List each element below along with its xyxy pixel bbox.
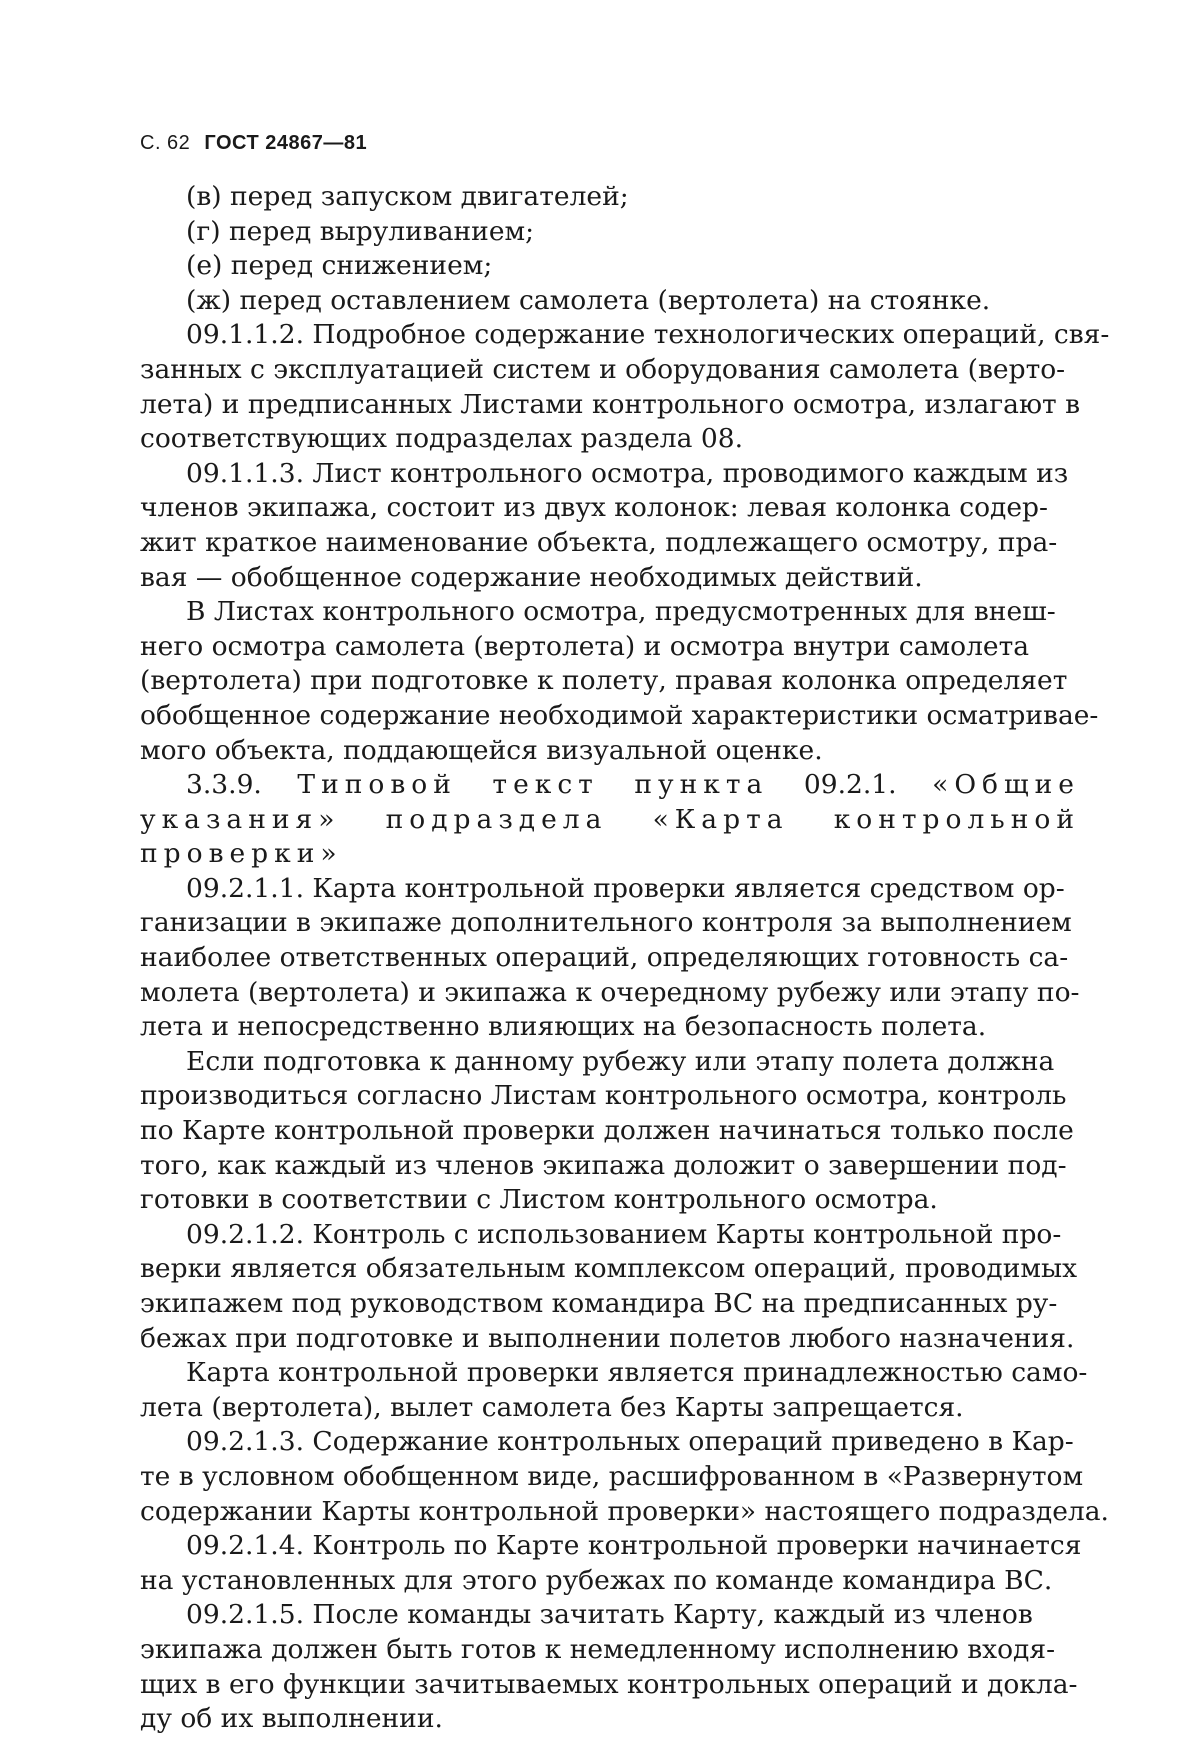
heading-word: пункта: [634, 769, 769, 801]
text-line: бежах при подготовке и выполнении полетов любого назначения.: [140, 1322, 1075, 1354]
list-item: (г) перед выруливанием;: [186, 215, 535, 247]
heading-row: [140, 768, 1080, 803]
page-header: [140, 132, 367, 155]
text-line: по Карте контрольной проверки должен начинаться только после: [140, 1115, 1074, 1147]
text-line: верки является обязательным комплексом операций, проводимых: [140, 1253, 1078, 1285]
text-line: Карта контрольной проверки является принадлежностью само-: [186, 1357, 1088, 1389]
text-line: вая — обобщенное содержание необходимых действий.: [140, 561, 923, 593]
heading-word: «Карта: [652, 803, 789, 835]
text-line: него осмотра самолета (вертолета) и осмотра внутри самолета: [140, 630, 1030, 662]
text-line: 09.2.1.3. Содержание контрольных операций приведено в Кар-: [186, 1426, 1074, 1458]
text-line: мого объекта, поддающейся визуальной оценке.: [140, 734, 823, 766]
paragraph-09-1-1-3: [140, 457, 1080, 595]
text-line: 09.1.1.2. Подробное содержание технологических операций, свя-: [186, 319, 1110, 351]
paragraph-card-belonging: [140, 1356, 1088, 1425]
list-item: (е) перед снижением;: [186, 250, 493, 282]
list-items: [140, 180, 1080, 318]
heading-word: 3.3.9.: [186, 769, 262, 801]
heading-word: подраздела: [385, 803, 608, 835]
list-item: (ж) перед оставлением самолета (вертолета) на стоянке.: [186, 284, 991, 316]
text-line: экипажа должен быть готов к немедленному исполнению входя-: [140, 1633, 1056, 1665]
paragraph-09-2-1-2: [140, 1218, 1080, 1356]
paragraph-lists: [140, 595, 1099, 768]
text-line: наиболее ответственных операций, определяющих готовность са-: [140, 942, 1069, 974]
section-heading-3-3-9: [140, 768, 1080, 872]
text-line: 09.2.1.5. После команды зачитать Карту, каждый из членов: [186, 1599, 1033, 1631]
text-line: соответствующих подразделах раздела 08.: [140, 423, 743, 455]
standard-code: ГОСТ 24867—81: [204, 132, 368, 154]
text-line: 09.2.1.1. Карта контрольной проверки является средством ор-: [186, 872, 1065, 904]
text-line: того, как каждый из членов экипажа доложит о завершении под-: [140, 1149, 1067, 1181]
text-line: производиться согласно Листам контрольного осмотра, контроль: [140, 1080, 1067, 1112]
body-text: [140, 180, 1110, 1737]
text-line: щих в его функции зачитываемых контрольных операций и докла-: [140, 1668, 1078, 1700]
text-line: В Листах контрольного осмотра, предусмотренных для внеш-: [186, 596, 1056, 628]
text-line: членов экипажа, состоит из двух колонок: левая колонка содер-: [140, 492, 1048, 524]
text-line: экипажем под руководством командира ВС на предписанных ру-: [140, 1288, 1058, 1319]
heading-word: контрольной: [833, 803, 1080, 835]
heading-word: 09.2.1.: [803, 769, 897, 801]
paragraph-09-2-1-3: [140, 1425, 1109, 1529]
text-line: ду об их выполнении.: [140, 1703, 443, 1735]
text-line: лета) и предписанных Листами контрольного осмотра, излагают в: [140, 388, 1081, 420]
text-line: те в условном обобщенном виде, расшифрованном в «Развернутом: [140, 1460, 1084, 1492]
text-line: (вертолета) при подготовке к полету, правая колонка определяет: [140, 665, 1068, 697]
paragraph-09-2-1-5: [140, 1598, 1080, 1736]
text-line: 09.2.1.2. Контроль с использованием Карты контрольной про-: [186, 1218, 1062, 1250]
text-line: Если подготовка к данному рубежу или этапу полета должна: [186, 1045, 1055, 1077]
text-line: содержании Карты контрольной проверки» настоящего подраздела.: [140, 1495, 1109, 1527]
heading-word: Типовой: [297, 769, 457, 801]
heading-word: указания»: [140, 803, 341, 835]
text-line: на установленных для этого рубежах по команде командира ВС.: [140, 1564, 1053, 1596]
list-item: (в) перед запуском двигателей;: [186, 181, 629, 212]
text-line: лета (вертолета), вылет самолета без Карты запрещается.: [140, 1391, 964, 1423]
paragraph-09-2-1-1: [140, 872, 1080, 1045]
text-line: ганизации в экипаже дополнительного контроля за выполнением: [140, 907, 1072, 939]
paragraph-09-1-1-2: [140, 318, 1110, 456]
text-line: занных с эксплуатацией систем и оборудования самолета (верто-: [140, 353, 1066, 385]
text-line: готовки в соответствии с Листом контрольного осмотра.: [140, 1184, 938, 1216]
text-line: 09.2.1.4. Контроль по Карте контрольной проверки начинается: [186, 1530, 1082, 1562]
page-number: С. 62: [140, 132, 191, 154]
heading-word: текст: [492, 769, 599, 801]
heading-word: проверки»: [140, 838, 343, 870]
text-line: обобщенное содержание необходимой характеристики осматривае-: [140, 699, 1099, 731]
heading-row: [140, 803, 1080, 838]
text-line: лета и непосредственно влияющих на безопасность полета.: [140, 1011, 987, 1043]
text-line: молета (вертолета) и экипажа к очередному рубежу или этапу по-: [140, 976, 1080, 1008]
text-line: жит краткое наименование объекта, подлежащего осмотру, пра-: [140, 526, 1058, 558]
paragraph-if-preparation: [140, 1045, 1080, 1218]
heading-word: «Общие: [932, 769, 1080, 801]
paragraph-09-2-1-4: [140, 1529, 1080, 1598]
text-line: 09.1.1.3. Лист контрольного осмотра, проводимого каждым из: [186, 457, 1069, 489]
